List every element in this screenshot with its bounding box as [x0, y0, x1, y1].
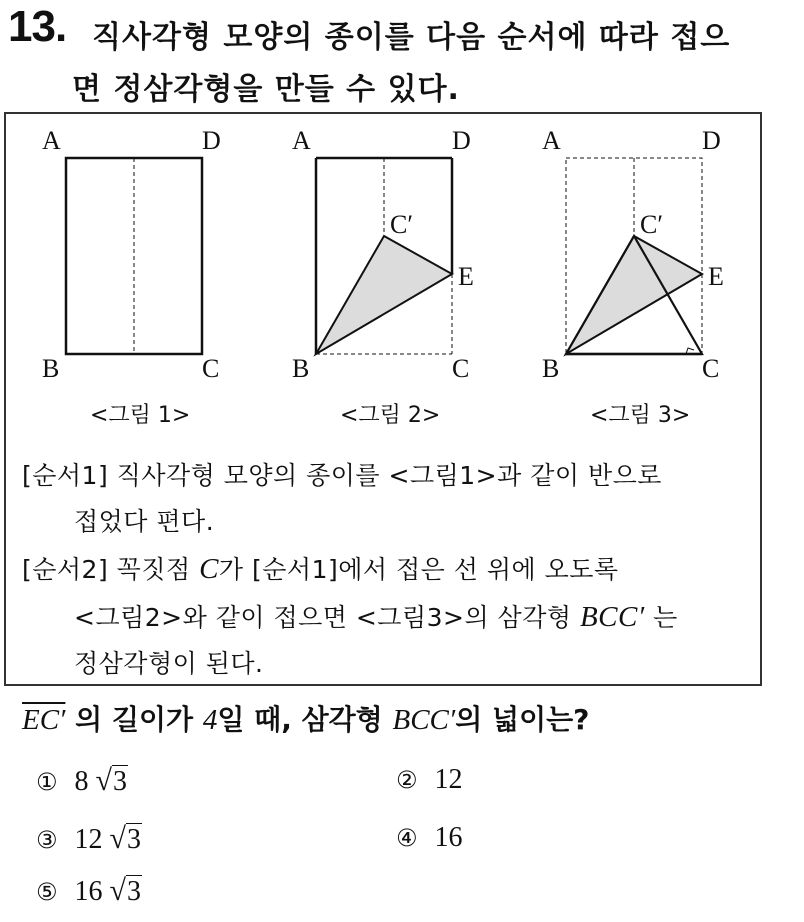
choice-3-sqrt: √3	[109, 822, 141, 855]
question-prompt	[22, 698, 589, 738]
choice-5-coef: 16	[74, 876, 103, 907]
fig3-label-b: B	[542, 354, 560, 383]
choice-1[interactable]	[36, 764, 128, 798]
step1-line2: 접었다 편다.	[74, 507, 215, 536]
choice-4[interactable]	[396, 822, 463, 854]
step2-line1	[22, 550, 619, 586]
choice-5[interactable]	[36, 874, 142, 908]
step1-line1	[22, 456, 662, 492]
fig2-label-e: E	[458, 262, 474, 291]
question-text-line1: 직사각형 모양의 종이를 다음 순서에 따라 접으	[92, 20, 731, 55]
step1-tag: [순서1]	[22, 461, 109, 490]
step2-line2	[74, 598, 678, 634]
step2-line3: 정삼각형이 된다.	[74, 649, 264, 678]
prompt-text2: 일 때, 삼각형	[217, 703, 383, 736]
step2-text-a: 꼭짓점	[116, 555, 191, 584]
prompt-value: 4	[202, 704, 218, 736]
prompt-text3: 의 넓이는?	[455, 703, 590, 736]
fig2-label-a: A	[292, 126, 311, 155]
step2-text-c: <그림2>와 같이 접으면 <그림3>의 삼각형	[74, 603, 572, 632]
choice-2-value: 12	[434, 764, 463, 795]
question-number: 13.	[8, 2, 67, 51]
choice-1-coef: 8	[74, 766, 89, 797]
choice-4-marker: ④	[396, 824, 418, 852]
fig2-label-cprime: C′	[390, 210, 414, 239]
fig3-label-a: A	[542, 126, 561, 155]
choice-5-marker: ⑤	[36, 878, 58, 906]
fig1-label-c: C	[202, 354, 220, 383]
fig2-label-c: C	[452, 354, 470, 383]
fig1-label-a: A	[42, 126, 61, 155]
step2-var-c: C	[199, 553, 219, 585]
figure-2-diagram	[306, 150, 466, 362]
step2-var-bcc: BCC′	[579, 601, 645, 633]
choice-3-coef: 12	[74, 824, 103, 855]
figure-box	[4, 112, 762, 686]
choice-3-marker: ③	[36, 826, 58, 854]
choice-2-marker: ②	[396, 766, 418, 794]
fig2-label-b: B	[292, 354, 310, 383]
fig2-folded-triangle	[316, 236, 452, 354]
prompt-triangle: BCC′	[392, 704, 456, 736]
fig2-caption: <그림 2>	[340, 403, 441, 428]
choice-1-sqrt: √3	[95, 764, 127, 797]
prompt-text1: 의 길이가	[75, 703, 194, 736]
choice-3[interactable]	[36, 822, 142, 856]
fig1-caption: <그림 1>	[90, 403, 191, 428]
figure-1-diagram	[56, 150, 216, 362]
fig3-caption: <그림 3>	[590, 403, 691, 428]
prompt-segment: EC′	[22, 704, 66, 736]
fig1-label-b: B	[42, 354, 60, 383]
fig3-shaded-triangle	[566, 236, 702, 354]
fig2-label-d: D	[452, 126, 471, 155]
figure-3-diagram	[556, 150, 716, 362]
step2-text-b: 가 [순서1]에서 접은 선 위에 오도록	[218, 555, 619, 584]
fig3-label-d: D	[702, 126, 721, 155]
fig3-label-cprime: C′	[640, 210, 664, 239]
question-text-line2: 면 정삼각형을 만들 수 있다.	[72, 72, 460, 107]
step2-text-d: 는	[653, 603, 678, 632]
step2-tag: [순서2]	[22, 555, 109, 584]
fig3-label-e: E	[708, 262, 724, 291]
choice-4-value: 16	[434, 822, 463, 853]
choice-1-marker: ①	[36, 768, 58, 796]
choice-2[interactable]	[396, 764, 463, 796]
step1-text: 직사각형 모양의 종이를 <그림1>과 같이 반으로	[116, 461, 662, 490]
fig3-label-c: C	[702, 354, 720, 383]
fig1-label-d: D	[202, 126, 221, 155]
choice-5-sqrt: √3	[109, 874, 141, 907]
